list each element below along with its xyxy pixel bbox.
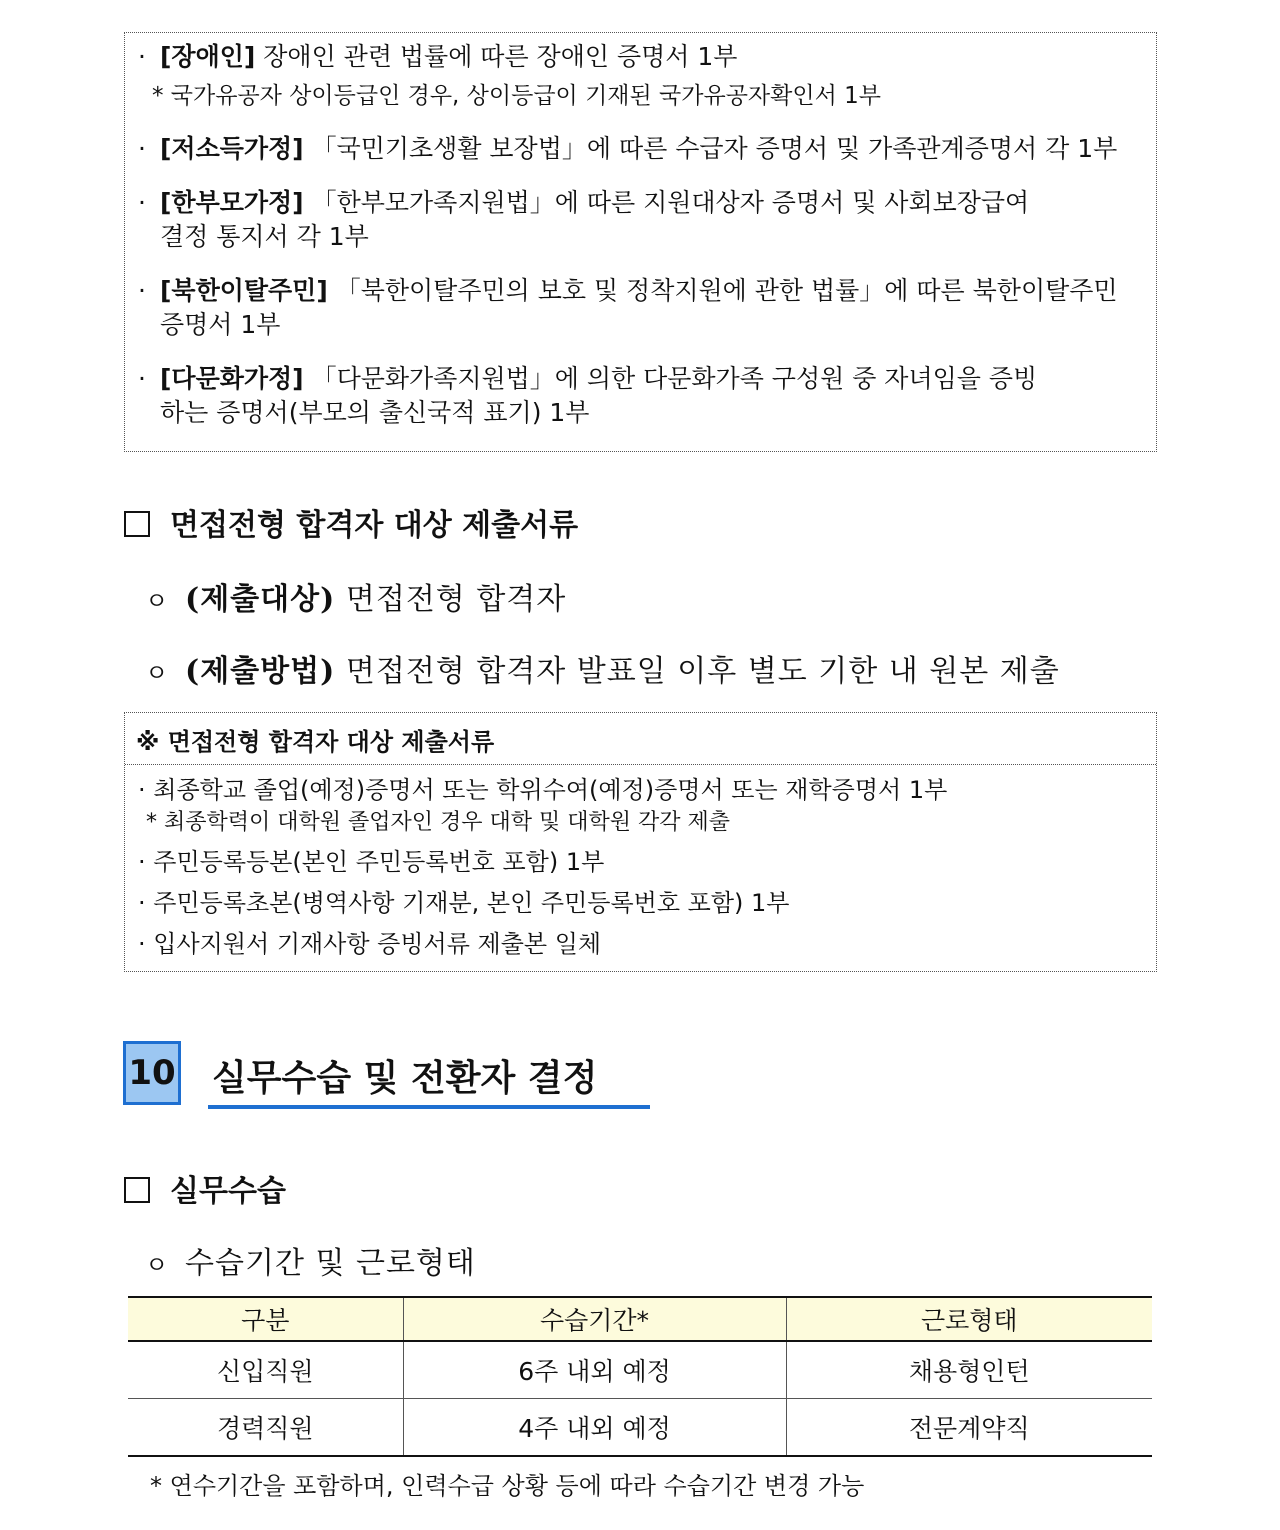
- chapter-number-badge: [123, 1041, 181, 1105]
- chapter-title: 실무수습 및 전환자 결정: [212, 1058, 598, 1099]
- item-text: 「국민기초생활 보장법」에 따른 수급자 증명서 및 가족관계증명서 각 1부: [311, 134, 1118, 163]
- doc-item: · 주민등록초본(병역사항 기재분, 본인 주민등록번호 포함) 1부: [138, 889, 790, 917]
- item-text: 장애인 관련 법률에 따른 장애인 증명서 1부: [263, 42, 738, 71]
- target-label: (제출대상): [185, 582, 336, 617]
- eligibility-note: * 국가유공자 상이등급인 경우, 상이등급이 기재된 국가유공자확인서 1부: [152, 83, 881, 109]
- heading-text: 실무수습: [170, 1174, 286, 1209]
- interview-box-title: ※ 면접전형 합격자 대상 제출서류: [136, 728, 495, 756]
- eligibility-item-multicultural: · [다문화가정] 「다문화가족지원법」에 의한 다문화가족 구성원 중 자녀임을 증빙: [138, 364, 1038, 393]
- table-cell: 채용형인턴: [786, 1341, 1152, 1399]
- table-footnote: * 연수기간을 포함하며, 인력수급 상황 등에 따라 수습기간 변경 가능: [150, 1472, 865, 1500]
- table-cell: 6주 내외 예정: [403, 1341, 786, 1399]
- box-divider: [125, 764, 1156, 765]
- column-header: 근로형태: [786, 1297, 1152, 1341]
- item-text: 「다문화가족지원법」에 의한 다문화가족 구성원 중 자녀임을 증빙: [311, 364, 1038, 393]
- section-heading-training: [124, 1166, 286, 1210]
- doc-item-text: 입사지원서 기재사항 증빙서류 제출본 일체: [153, 930, 602, 958]
- doc-item-text: 최종학교 졸업(예정)증명서 또는 학위수여(예정)증명서 또는 재학증명서 1부: [153, 776, 948, 804]
- item-text: 「북한이탈주민의 보호 및 정착지원에 관한 법률」에 따른 북한이탈주민: [335, 276, 1118, 305]
- method-text: 면접전형 합격자 발표일 이후 별도 기한 내 원본 제출: [345, 654, 1060, 689]
- item-text: 「한부모가족지원법」에 따른 지원대상자 증명서 및 사회보장급여: [311, 188, 1030, 217]
- eligibility-item-disabled: · [장애인] 장애인 관련 법률에 따른 장애인 증명서 1부: [138, 42, 738, 71]
- circle-bullet-icon: ㅇ: [145, 659, 170, 687]
- table-cell: 전문계약직: [786, 1399, 1152, 1457]
- doc-item-text: 주민등록초본(병역사항 기재분, 본인 주민등록번호 포함) 1부: [153, 889, 790, 917]
- doc-item-text: 주민등록등본(본인 주민등록번호 포함) 1부: [153, 848, 605, 876]
- doc-item: · 입사지원서 기재사항 증빙서류 제출본 일체: [138, 930, 602, 958]
- category-label: [북한이탈주민]: [160, 276, 328, 305]
- doc-note: * 최종학력이 대학원 졸업자인 경우 대학 및 대학원 각각 제출: [146, 810, 730, 835]
- target-text: 면접전형 합격자: [345, 582, 567, 617]
- checkbox-square-icon: [124, 511, 150, 537]
- column-header: 구분: [128, 1297, 403, 1341]
- table-cell: 신입직원: [128, 1341, 403, 1399]
- table-row: [128, 1341, 1152, 1399]
- eligibility-item-single-parent-cont: 결정 통지서 각 1부: [160, 222, 369, 251]
- eligibility-item-single-parent: · [한부모가정] 「한부모가족지원법」에 따른 지원대상자 증명서 및 사회보장급여: [138, 188, 1030, 217]
- checkbox-square-icon: [124, 1177, 150, 1203]
- doc-item: · 주민등록등본(본인 주민등록번호 포함) 1부: [138, 848, 605, 876]
- method-label: (제출방법): [185, 654, 336, 689]
- circle-bullet-icon: ㅇ: [145, 587, 170, 615]
- category-label: [장애인]: [160, 42, 256, 71]
- heading-text: 면접전형 합격자 대상 제출서류: [170, 508, 579, 543]
- eligibility-item-defector-cont: 증명서 1부: [160, 310, 281, 339]
- table-row: [128, 1399, 1152, 1457]
- submission-method: [145, 646, 1060, 690]
- doc-item: · 최종학교 졸업(예정)증명서 또는 학위수여(예정)증명서 또는 재학증명서 1부: [138, 776, 948, 804]
- table-cell: 경력직원: [128, 1399, 403, 1457]
- category-label: [한부모가정]: [160, 188, 304, 217]
- sub-item-text: 수습기간 및 근로형태: [185, 1246, 476, 1281]
- submission-target: [145, 574, 566, 618]
- category-label: [저소득가정]: [160, 134, 304, 163]
- table-cell: 4주 내외 예정: [403, 1399, 786, 1457]
- table-header-row: [128, 1297, 1152, 1341]
- chapter-number: 10: [128, 1053, 176, 1093]
- eligibility-item-low-income: · [저소득가정] 「국민기초생활 보장법」에 따른 수급자 증명서 및 가족관계증명서 각 1부: [138, 134, 1118, 163]
- chapter-underline: [208, 1105, 650, 1109]
- training-sub-item: [145, 1238, 476, 1282]
- column-header: 수습기간*: [403, 1297, 786, 1341]
- circle-bullet-icon: ㅇ: [145, 1251, 170, 1279]
- category-label: [다문화가정]: [160, 364, 304, 393]
- eligibility-item-defector: · [북한이탈주민] 「북한이탈주민의 보호 및 정착지원에 관한 법률」에 따른 북한이탈주민: [138, 276, 1118, 305]
- training-table: [128, 1296, 1152, 1457]
- section-heading-interview: [124, 500, 578, 544]
- eligibility-item-multicultural-cont: 하는 증명서(부모의 출신국적 표기) 1부: [160, 398, 590, 427]
